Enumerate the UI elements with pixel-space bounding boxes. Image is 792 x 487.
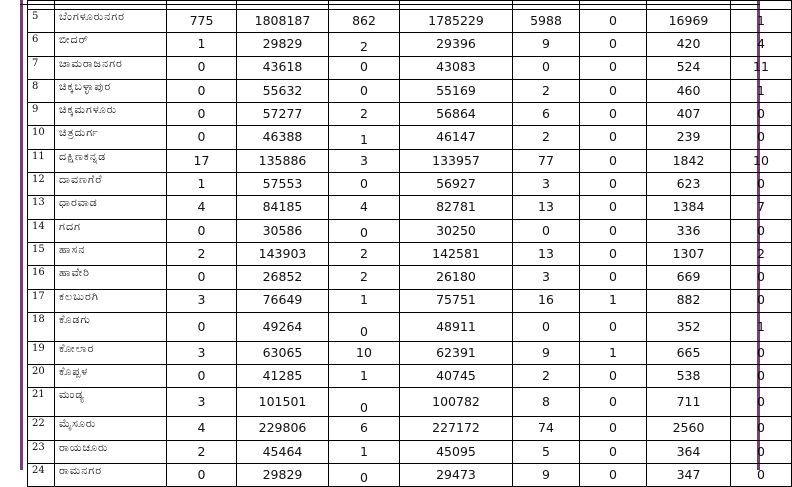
table-row [28, 365, 792, 388]
district-name-cell: ಮೈಸೂರು [55, 417, 167, 440]
district-name-cell: ಚಿಕ್ಕಮಗಳೂರು [55, 103, 167, 126]
table-row [28, 341, 792, 364]
value-cell-col-4: 29396 [400, 33, 513, 56]
value-cell-col-5: 8 [513, 388, 580, 417]
value-cell-col-5: 16 [513, 289, 580, 312]
value-cell-col-3: 1 [329, 440, 400, 463]
value-cell-col-8: 0 [731, 219, 792, 242]
value-cell-col-1: 0 [167, 365, 237, 388]
value-cell-col-5: 2 [513, 365, 580, 388]
value-cell-col-8: 1 [731, 312, 792, 341]
value-cell-col-1: 4 [167, 417, 237, 440]
district-table-container [27, 0, 769, 487]
value-cell-col-1: 3 [167, 341, 237, 364]
value-cell-col-3: 2 [329, 242, 400, 265]
district-name-cell: ಹಾವೇರಿ [55, 266, 167, 289]
value-cell-col-6: 0 [580, 417, 647, 440]
value-cell-col-5: 13 [513, 242, 580, 265]
district-name-cell: ಚಾಮರಾಜನಗರ [55, 56, 167, 79]
value-cell-col-2: 1808187 [237, 10, 329, 33]
district-name-cell: ಬೀದರ್ [55, 33, 167, 56]
value-cell-col-4: 55169 [400, 79, 513, 102]
value-cell-col-8: 7 [731, 196, 792, 219]
value-cell-col-3 [329, 1, 400, 10]
value-cell-col-7: 352 [647, 312, 731, 341]
serial-number-cell: 7 [28, 56, 55, 79]
value-cell-col-8: 1 [731, 79, 792, 102]
value-cell-col-7: 364 [647, 440, 731, 463]
district-name-cell: ದಕ್ಷಿಣಕನ್ನಡ [55, 149, 167, 172]
value-cell-col-5: 9 [513, 341, 580, 364]
value-cell-col-7: 1384 [647, 196, 731, 219]
district-name-cell: ಚಿಕ್ಕಬಳ್ಳಾಪುರ [55, 79, 167, 102]
value-cell-col-1: 0 [167, 103, 237, 126]
serial-number-cell: 21 [28, 388, 55, 417]
value-cell-col-7: 347 [647, 464, 731, 487]
value-cell-col-8: 0 [731, 440, 792, 463]
value-cell-col-4: 29473 [400, 464, 513, 487]
value-cell-col-1: 1 [167, 33, 237, 56]
value-cell-col-2: 229806 [237, 417, 329, 440]
value-cell-col-7: 665 [647, 341, 731, 364]
value-cell-col-8: 0 [731, 266, 792, 289]
value-cell-col-6: 0 [580, 388, 647, 417]
value-cell-col-5: 2 [513, 79, 580, 102]
value-cell-col-3: 10 [329, 341, 400, 364]
value-cell-col-7: 336 [647, 219, 731, 242]
value-cell-col-7: 669 [647, 266, 731, 289]
value-cell-col-6: 0 [580, 312, 647, 341]
table-row [28, 33, 792, 56]
district-table [27, 0, 792, 487]
value-cell-col-8: 0 [731, 341, 792, 364]
value-cell-col-3: 0 [329, 388, 400, 417]
value-cell-col-3: 0 [329, 219, 400, 242]
value-cell-col-5 [513, 1, 580, 10]
value-cell-col-4: 56927 [400, 173, 513, 196]
value-cell-col-7: 460 [647, 79, 731, 102]
value-cell-col-1: 0 [167, 79, 237, 102]
value-cell-col-4: 30250 [400, 219, 513, 242]
value-cell-col-5: 2 [513, 126, 580, 149]
value-cell-col-4: 75751 [400, 289, 513, 312]
value-cell-col-3: 2 [329, 266, 400, 289]
value-cell-col-5: 0 [513, 312, 580, 341]
value-cell-col-2: 49264 [237, 312, 329, 341]
value-cell-col-5: 0 [513, 219, 580, 242]
value-cell-col-1: 0 [167, 126, 237, 149]
value-cell-col-2: 45464 [237, 440, 329, 463]
value-cell-col-8: 0 [731, 417, 792, 440]
district-name-cell: ಹಾಸನ [55, 242, 167, 265]
value-cell-col-2: 57553 [237, 173, 329, 196]
value-cell-col-2: 29829 [237, 464, 329, 487]
value-cell-col-8: 0 [731, 388, 792, 417]
serial-number-cell: 16 [28, 266, 55, 289]
value-cell-col-2: 43618 [237, 56, 329, 79]
table-row [28, 289, 792, 312]
district-name-cell: ದಾವಣಗೆರೆ [55, 173, 167, 196]
value-cell-col-1: 1 [167, 173, 237, 196]
value-cell-col-7: 420 [647, 33, 731, 56]
district-name-cell: ಕೊಡಗು [55, 312, 167, 341]
value-cell-col-5: 9 [513, 464, 580, 487]
value-cell-col-2: 143903 [237, 242, 329, 265]
value-cell-col-7: 239 [647, 126, 731, 149]
value-cell-col-6: 0 [580, 365, 647, 388]
value-cell-col-6: 0 [580, 196, 647, 219]
district-name-cell: ಚಿತ್ರದುರ್ಗ [55, 126, 167, 149]
value-cell-col-7: 2560 [647, 417, 731, 440]
page-border-left [20, 0, 23, 470]
value-cell-col-6: 0 [580, 79, 647, 102]
value-cell-col-4: 40745 [400, 365, 513, 388]
value-cell-col-1: 17 [167, 149, 237, 172]
value-cell-col-4: 142581 [400, 242, 513, 265]
serial-number-cell: 24 [28, 464, 55, 487]
value-cell-col-4: 46147 [400, 126, 513, 149]
value-cell-col-1: 0 [167, 56, 237, 79]
value-cell-col-1 [167, 1, 237, 10]
value-cell-col-6: 0 [580, 56, 647, 79]
district-name-cell: ಬೆಂಗಳೂರುನಗರ [55, 10, 167, 33]
table-row [28, 1, 792, 10]
serial-number-cell: 12 [28, 173, 55, 196]
value-cell-col-1: 775 [167, 10, 237, 33]
table-row [28, 79, 792, 102]
value-cell-col-5: 13 [513, 196, 580, 219]
table-row [28, 388, 792, 417]
table-row [28, 266, 792, 289]
value-cell-col-8 [731, 1, 792, 10]
district-name-cell: ರಾಮನಗರ [55, 464, 167, 487]
value-cell-col-1: 2 [167, 242, 237, 265]
value-cell-col-4: 1785229 [400, 10, 513, 33]
value-cell-col-7: 538 [647, 365, 731, 388]
serial-number-cell: 5 [28, 10, 55, 33]
value-cell-col-4: 227172 [400, 417, 513, 440]
value-cell-col-6: 1 [580, 341, 647, 364]
value-cell-col-2: 30586 [237, 219, 329, 242]
value-cell-col-5: 9 [513, 33, 580, 56]
value-cell-col-7: 623 [647, 173, 731, 196]
value-cell-col-6: 0 [580, 464, 647, 487]
serial-number-cell: 13 [28, 196, 55, 219]
value-cell-col-3: 1 [329, 126, 400, 149]
value-cell-col-8: 11 [731, 56, 792, 79]
value-cell-col-4: 43083 [400, 56, 513, 79]
value-cell-col-2: 29829 [237, 33, 329, 56]
value-cell-col-1: 0 [167, 219, 237, 242]
table-row [28, 149, 792, 172]
value-cell-col-4: 56864 [400, 103, 513, 126]
table-row [28, 173, 792, 196]
value-cell-col-6: 0 [580, 149, 647, 172]
district-name-cell: ರಾಯಚೂರು [55, 440, 167, 463]
serial-number-cell [28, 1, 55, 10]
value-cell-col-6: 0 [580, 242, 647, 265]
value-cell-col-3: 4 [329, 196, 400, 219]
table-row [28, 56, 792, 79]
value-cell-col-3: 1 [329, 289, 400, 312]
value-cell-col-6: 0 [580, 266, 647, 289]
serial-number-cell: 6 [28, 33, 55, 56]
serial-number-cell: 8 [28, 79, 55, 102]
value-cell-col-1: 2 [167, 440, 237, 463]
value-cell-col-6: 0 [580, 103, 647, 126]
value-cell-col-1: 0 [167, 464, 237, 487]
value-cell-col-6 [580, 1, 647, 10]
district-name-cell: ಗದಗ [55, 219, 167, 242]
value-cell-col-8: 2 [731, 242, 792, 265]
serial-number-cell: 15 [28, 242, 55, 265]
value-cell-col-8: 0 [731, 289, 792, 312]
value-cell-col-2: 46388 [237, 126, 329, 149]
serial-number-cell: 23 [28, 440, 55, 463]
value-cell-col-2: 63065 [237, 341, 329, 364]
value-cell-col-1: 3 [167, 289, 237, 312]
value-cell-col-4: 133957 [400, 149, 513, 172]
district-name-cell: ಕೋಲಾರ [55, 341, 167, 364]
value-cell-col-2: 57277 [237, 103, 329, 126]
value-cell-col-6: 0 [580, 219, 647, 242]
value-cell-col-3: 6 [329, 417, 400, 440]
serial-number-cell: 20 [28, 365, 55, 388]
value-cell-col-4: 45095 [400, 440, 513, 463]
value-cell-col-4: 100782 [400, 388, 513, 417]
value-cell-col-4: 48911 [400, 312, 513, 341]
value-cell-col-7: 1307 [647, 242, 731, 265]
value-cell-col-3: 0 [329, 173, 400, 196]
table-row [28, 242, 792, 265]
table-row [28, 440, 792, 463]
table-row [28, 126, 792, 149]
value-cell-col-7: 711 [647, 388, 731, 417]
serial-number-cell: 11 [28, 149, 55, 172]
value-cell-col-6: 0 [580, 10, 647, 33]
table-row [28, 196, 792, 219]
value-cell-col-5: 74 [513, 417, 580, 440]
value-cell-col-2 [237, 1, 329, 10]
value-cell-col-2: 135886 [237, 149, 329, 172]
table-row [28, 312, 792, 341]
district-name-cell [55, 1, 167, 10]
table-row [28, 219, 792, 242]
value-cell-col-6: 1 [580, 289, 647, 312]
table-row [28, 103, 792, 126]
serial-number-cell: 22 [28, 417, 55, 440]
value-cell-col-3: 0 [329, 312, 400, 341]
value-cell-col-7: 524 [647, 56, 731, 79]
value-cell-col-5: 6 [513, 103, 580, 126]
value-cell-col-2: 41285 [237, 365, 329, 388]
serial-number-cell: 9 [28, 103, 55, 126]
serial-number-cell: 18 [28, 312, 55, 341]
value-cell-col-7: 882 [647, 289, 731, 312]
value-cell-col-8: 0 [731, 173, 792, 196]
value-cell-col-5: 5988 [513, 10, 580, 33]
value-cell-col-6: 0 [580, 33, 647, 56]
value-cell-col-4: 26180 [400, 266, 513, 289]
value-cell-col-3: 0 [329, 464, 400, 487]
value-cell-col-4 [400, 1, 513, 10]
value-cell-col-5: 77 [513, 149, 580, 172]
value-cell-col-3: 0 [329, 56, 400, 79]
value-cell-col-8: 0 [731, 126, 792, 149]
value-cell-col-8: 4 [731, 33, 792, 56]
value-cell-col-1: 4 [167, 196, 237, 219]
value-cell-col-6: 0 [580, 440, 647, 463]
value-cell-col-1: 0 [167, 266, 237, 289]
value-cell-col-8: 10 [731, 149, 792, 172]
value-cell-col-3: 1 [329, 365, 400, 388]
value-cell-col-7: 407 [647, 103, 731, 126]
value-cell-col-8: 0 [731, 103, 792, 126]
district-name-cell: ಧಾರವಾಡ [55, 196, 167, 219]
value-cell-col-5: 5 [513, 440, 580, 463]
value-cell-col-2: 101501 [237, 388, 329, 417]
table-row [28, 417, 792, 440]
value-cell-col-5: 0 [513, 56, 580, 79]
table-row [28, 10, 792, 33]
value-cell-col-7 [647, 1, 731, 10]
value-cell-col-8: 1 [731, 10, 792, 33]
serial-number-cell: 19 [28, 341, 55, 364]
value-cell-col-1: 3 [167, 388, 237, 417]
value-cell-col-8: 0 [731, 464, 792, 487]
value-cell-col-3: 0 [329, 79, 400, 102]
serial-number-cell: 17 [28, 289, 55, 312]
value-cell-col-5: 3 [513, 266, 580, 289]
value-cell-col-3: 3 [329, 149, 400, 172]
value-cell-col-7: 16969 [647, 10, 731, 33]
value-cell-col-6: 0 [580, 126, 647, 149]
district-name-cell: ಮಂಡ್ಯ [55, 388, 167, 417]
value-cell-col-2: 55632 [237, 79, 329, 102]
value-cell-col-3: 2 [329, 103, 400, 126]
value-cell-col-1: 0 [167, 312, 237, 341]
district-name-cell: ಕೊಪ್ಪಳ [55, 365, 167, 388]
value-cell-col-5: 3 [513, 173, 580, 196]
value-cell-col-2: 84185 [237, 196, 329, 219]
value-cell-col-8: 0 [731, 365, 792, 388]
district-name-cell: ಕಲಬುರಗಿ [55, 289, 167, 312]
value-cell-col-4: 62391 [400, 341, 513, 364]
table-row [28, 464, 792, 487]
serial-number-cell: 10 [28, 126, 55, 149]
value-cell-col-7: 1842 [647, 149, 731, 172]
serial-number-cell: 14 [28, 219, 55, 242]
value-cell-col-6: 0 [580, 173, 647, 196]
value-cell-col-3: 2 [329, 33, 400, 56]
value-cell-col-2: 76649 [237, 289, 329, 312]
value-cell-col-3: 862 [329, 10, 400, 33]
value-cell-col-2: 26852 [237, 266, 329, 289]
value-cell-col-4: 82781 [400, 196, 513, 219]
